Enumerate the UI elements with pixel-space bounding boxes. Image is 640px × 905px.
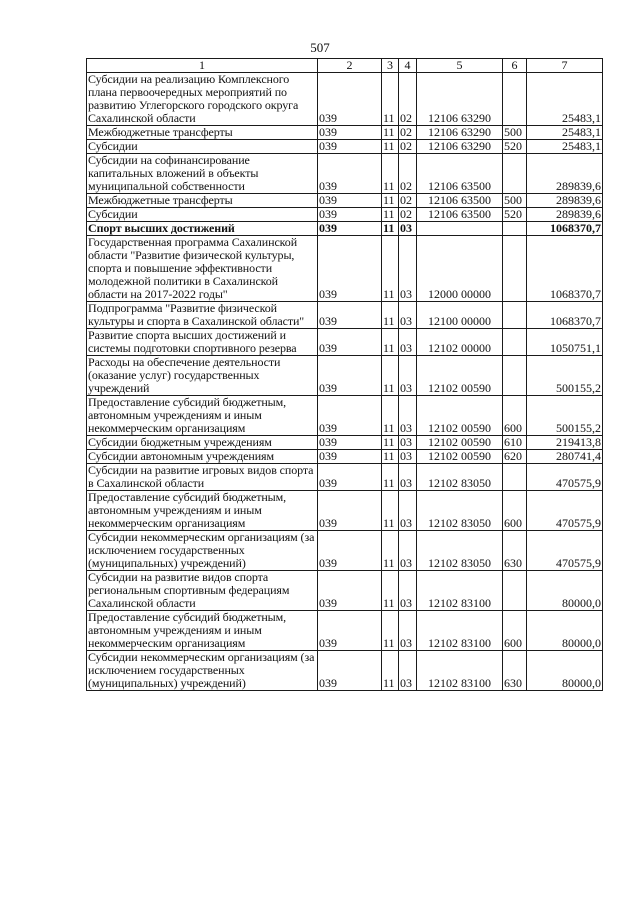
ministry-code: 039 xyxy=(318,571,382,611)
subsection-code: 02 xyxy=(399,73,417,126)
section-code: 11 xyxy=(382,531,399,571)
expense-type-code xyxy=(503,222,527,236)
section-code: 11 xyxy=(382,464,399,491)
expense-type-code xyxy=(503,302,527,329)
ministry-code: 039 xyxy=(318,194,382,208)
amount-value: 1050751,1 xyxy=(527,329,603,356)
column-header: 7 xyxy=(527,59,603,73)
expense-type-code: 500 xyxy=(503,126,527,140)
ministry-code: 039 xyxy=(318,222,382,236)
target-article-code: 12102 00590 xyxy=(417,450,503,464)
amount-value: 25483,1 xyxy=(527,140,603,154)
subsection-code: 03 xyxy=(399,436,417,450)
row-description: Субсидии xyxy=(87,208,318,222)
row-description: Субсидии xyxy=(87,140,318,154)
budget-table xyxy=(86,58,603,691)
expense-type-code xyxy=(503,464,527,491)
ministry-code: 039 xyxy=(318,73,382,126)
section-code: 11 xyxy=(382,450,399,464)
expense-type-code xyxy=(503,73,527,126)
section-code: 11 xyxy=(382,356,399,396)
row-description: Субсидии бюджетным учреждениям xyxy=(87,436,318,450)
amount-value: 80000,0 xyxy=(527,651,603,691)
target-article-code: 12102 00590 xyxy=(417,356,503,396)
ministry-code: 039 xyxy=(318,302,382,329)
target-article-code: 12102 83100 xyxy=(417,611,503,651)
section-code: 11 xyxy=(382,140,399,154)
table-row xyxy=(87,236,603,302)
section-code: 11 xyxy=(382,436,399,450)
ministry-code: 039 xyxy=(318,208,382,222)
amount-value: 289839,6 xyxy=(527,194,603,208)
row-description: Предоставление субсидий бюджетным, автономным учреждениям и иным некоммерческим организациям xyxy=(87,491,318,531)
ministry-code: 039 xyxy=(318,140,382,154)
section-code: 11 xyxy=(382,302,399,329)
table-body xyxy=(87,73,603,691)
column-header: 2 xyxy=(318,59,382,73)
table-row xyxy=(87,222,603,236)
expense-type-code xyxy=(503,329,527,356)
target-article-code xyxy=(417,222,503,236)
expense-type-code: 600 xyxy=(503,396,527,436)
amount-value: 280741,4 xyxy=(527,450,603,464)
expense-type-code: 520 xyxy=(503,140,527,154)
page-number: 507 xyxy=(310,40,330,55)
target-article-code: 12106 63290 xyxy=(417,73,503,126)
ministry-code: 039 xyxy=(318,531,382,571)
table-row xyxy=(87,194,603,208)
amount-value: 1068370,7 xyxy=(527,222,603,236)
amount-value: 25483,1 xyxy=(527,126,603,140)
section-code: 11 xyxy=(382,73,399,126)
expense-type-code: 600 xyxy=(503,491,527,531)
subsection-code: 02 xyxy=(399,126,417,140)
row-description: Субсидии некоммерческим организациям (за исключением государственных (муниципальных) учреждений) xyxy=(87,531,318,571)
amount-value: 470575,9 xyxy=(527,464,603,491)
row-description: Спорт высших достижений xyxy=(87,222,318,236)
expense-type-code: 610 xyxy=(503,436,527,450)
ministry-code: 039 xyxy=(318,126,382,140)
table-row xyxy=(87,450,603,464)
expense-type-code: 630 xyxy=(503,531,527,571)
amount-value: 1068370,7 xyxy=(527,236,603,302)
row-description: Субсидии на софинансирование капитальных вложений в объекты муниципальной собственности xyxy=(87,154,318,194)
amount-value: 500155,2 xyxy=(527,396,603,436)
subsection-code: 03 xyxy=(399,236,417,302)
table-row xyxy=(87,302,603,329)
table-row xyxy=(87,140,603,154)
table-row xyxy=(87,396,603,436)
subsection-code: 03 xyxy=(399,222,417,236)
section-code: 11 xyxy=(382,222,399,236)
ministry-code: 039 xyxy=(318,450,382,464)
ministry-code: 039 xyxy=(318,329,382,356)
target-article-code: 12106 63290 xyxy=(417,140,503,154)
table-row xyxy=(87,126,603,140)
row-description: Субсидии некоммерческим организациям (за исключением государственных (муниципальных) учреждений) xyxy=(87,651,318,691)
table-row xyxy=(87,73,603,126)
amount-value: 80000,0 xyxy=(527,611,603,651)
subsection-code: 03 xyxy=(399,531,417,571)
table-row xyxy=(87,491,603,531)
subsection-code: 03 xyxy=(399,396,417,436)
section-code: 11 xyxy=(382,571,399,611)
column-header: 1 xyxy=(87,59,318,73)
target-article-code: 12106 63500 xyxy=(417,154,503,194)
section-code: 11 xyxy=(382,236,399,302)
expense-type-code xyxy=(503,154,527,194)
expense-type-code: 520 xyxy=(503,208,527,222)
expense-type-code: 600 xyxy=(503,611,527,651)
amount-value: 219413,8 xyxy=(527,436,603,450)
target-article-code: 12102 83100 xyxy=(417,571,503,611)
ministry-code: 039 xyxy=(318,464,382,491)
subsection-code: 02 xyxy=(399,140,417,154)
ministry-code: 039 xyxy=(318,611,382,651)
expense-type-code xyxy=(503,571,527,611)
subsection-code: 02 xyxy=(399,208,417,222)
column-header: 6 xyxy=(503,59,527,73)
table-row xyxy=(87,611,603,651)
row-description: Субсидии на развитие видов спорта региональным спортивным федерациям Сахалинской области xyxy=(87,571,318,611)
expense-type-code: 630 xyxy=(503,651,527,691)
row-description: Расходы на обеспечение деятельности (оказание услуг) государственных учреждений xyxy=(87,356,318,396)
row-description: Подпрограмма "Развитие физической культуры и спорта в Сахалинской области" xyxy=(87,302,318,329)
section-code: 11 xyxy=(382,194,399,208)
subsection-code: 03 xyxy=(399,329,417,356)
table-row xyxy=(87,436,603,450)
row-description: Развитие спорта высших достижений и системы подготовки спортивного резерва xyxy=(87,329,318,356)
row-description: Предоставление субсидий бюджетным, автономным учреждениям и иным некоммерческим организациям xyxy=(87,611,318,651)
section-code: 11 xyxy=(382,329,399,356)
ministry-code: 039 xyxy=(318,236,382,302)
subsection-code: 02 xyxy=(399,154,417,194)
target-article-code: 12000 00000 xyxy=(417,236,503,302)
expense-type-code xyxy=(503,236,527,302)
amount-value: 500155,2 xyxy=(527,356,603,396)
expense-type-code: 500 xyxy=(503,194,527,208)
subsection-code: 03 xyxy=(399,571,417,611)
row-description: Субсидии автономным учреждениям xyxy=(87,450,318,464)
row-description: Субсидии на развитие игровых видов спорта в Сахалинской области xyxy=(87,464,318,491)
subsection-code: 03 xyxy=(399,450,417,464)
ministry-code: 039 xyxy=(318,396,382,436)
target-article-code: 12106 63500 xyxy=(417,208,503,222)
target-article-code: 12102 00000 xyxy=(417,329,503,356)
ministry-code: 039 xyxy=(318,356,382,396)
section-code: 11 xyxy=(382,651,399,691)
target-article-code: 12102 83050 xyxy=(417,491,503,531)
table-row xyxy=(87,651,603,691)
column-header: 4 xyxy=(399,59,417,73)
table-row xyxy=(87,208,603,222)
target-article-code: 12106 63290 xyxy=(417,126,503,140)
subsection-code: 03 xyxy=(399,611,417,651)
row-description: Межбюджетные трансферты xyxy=(87,194,318,208)
ministry-code: 039 xyxy=(318,154,382,194)
ministry-code: 039 xyxy=(318,436,382,450)
target-article-code: 12106 63500 xyxy=(417,194,503,208)
ministry-code: 039 xyxy=(318,491,382,531)
table-row xyxy=(87,154,603,194)
expense-type-code xyxy=(503,356,527,396)
row-description: Государственная программа Сахалинской области "Развитие физической культуры, спорта и повышение эффективности молодежной политики в Сахалинской области на 2017-2022 годы" xyxy=(87,236,318,302)
subsection-code: 03 xyxy=(399,491,417,531)
target-article-code: 12102 83100 xyxy=(417,651,503,691)
row-description: Межбюджетные трансферты xyxy=(87,126,318,140)
amount-value: 470575,9 xyxy=(527,491,603,531)
subsection-code: 02 xyxy=(399,194,417,208)
target-article-code: 12102 83050 xyxy=(417,464,503,491)
subsection-code: 03 xyxy=(399,464,417,491)
column-header: 5 xyxy=(417,59,503,73)
table-row xyxy=(87,571,603,611)
subsection-code: 03 xyxy=(399,302,417,329)
table-row xyxy=(87,531,603,571)
target-article-code: 12102 83050 xyxy=(417,531,503,571)
expense-type-code: 620 xyxy=(503,450,527,464)
amount-value: 80000,0 xyxy=(527,571,603,611)
row-description: Предоставление субсидий бюджетным, автономным учреждениям и иным некоммерческим организациям xyxy=(87,396,318,436)
row-description: Субсидии на реализацию Комплексного плана первоочередных мероприятий по развитию Углегорского городского округа Сахалинской области xyxy=(87,73,318,126)
ministry-code: 039 xyxy=(318,651,382,691)
section-code: 11 xyxy=(382,611,399,651)
section-code: 11 xyxy=(382,396,399,436)
target-article-code: 12100 00000 xyxy=(417,302,503,329)
target-article-code: 12102 00590 xyxy=(417,436,503,450)
table-row xyxy=(87,356,603,396)
section-code: 11 xyxy=(382,154,399,194)
column-header: 3 xyxy=(382,59,399,73)
subsection-code: 03 xyxy=(399,651,417,691)
amount-value: 1068370,7 xyxy=(527,302,603,329)
subsection-code: 03 xyxy=(399,356,417,396)
table-row xyxy=(87,329,603,356)
amount-value: 289839,6 xyxy=(527,154,603,194)
amount-value: 470575,9 xyxy=(527,531,603,571)
target-article-code: 12102 00590 xyxy=(417,396,503,436)
section-code: 11 xyxy=(382,208,399,222)
section-code: 11 xyxy=(382,126,399,140)
table-row xyxy=(87,464,603,491)
amount-value: 289839,6 xyxy=(527,208,603,222)
amount-value: 25483,1 xyxy=(527,73,603,126)
section-code: 11 xyxy=(382,491,399,531)
header-row xyxy=(87,59,603,73)
